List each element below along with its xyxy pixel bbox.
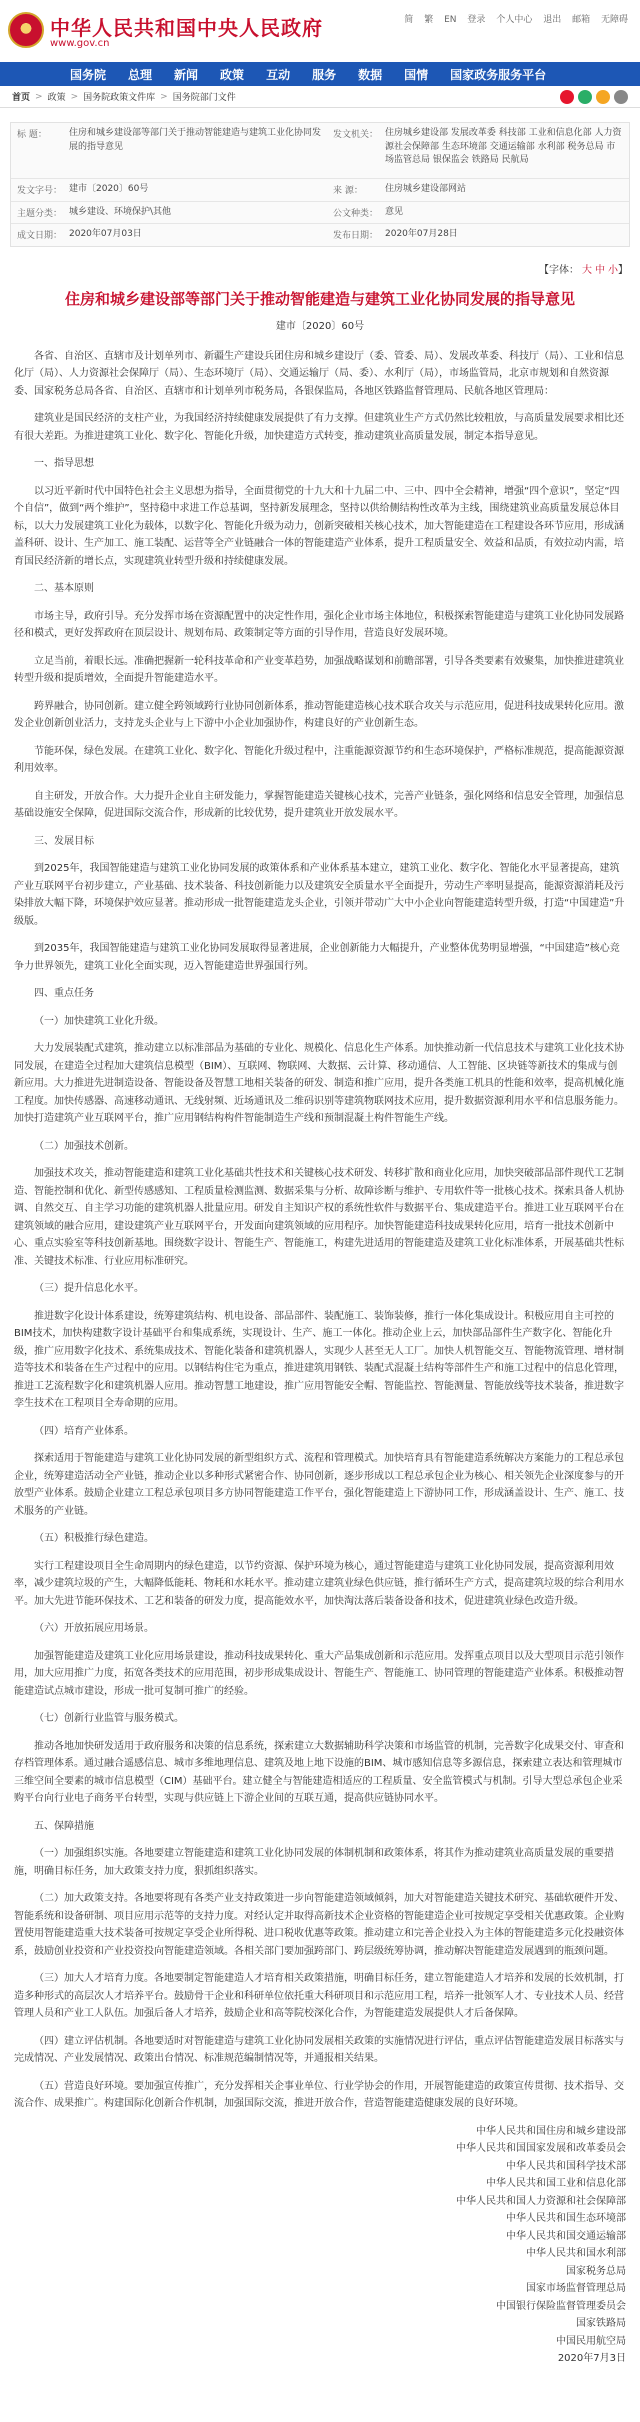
body-paragraph: 节能环保，绿色发展。在建筑工业化、数字化、智能化升级过程中，注重能源资源节约和生态环境保护，严格标准规范，提高能源资源利用效率。 <box>14 745 624 774</box>
body-paragraph: 各省、自治区、直辖市及计划单列市、新疆生产建设兵团住房和城乡建设厅（委、管委、局）、发展改革委、科技厅（局）、工业和信息化厅（局）、人力资源社会保障厅（局）、生态环境厅（局）、交通运输厅（局、委）、水利厅（局），市场监管局，北京市规划和自然资源委、国家税务总局各省、自治区、直辖市和计划单列市税务局，各银保监局，各地区铁路监督管理局、民航各地区管理局： <box>14 350 624 397</box>
site-title[interactable]: 中华人民共和国中央人民政府 <box>50 16 323 40</box>
header-link[interactable]: 个人中心 <box>496 15 533 25</box>
header-link[interactable]: 简 <box>404 15 414 25</box>
font-size-small[interactable]: 小 <box>608 264 618 276</box>
nav-item-national-conditions[interactable]: 国情 <box>404 67 429 82</box>
font-size-mid[interactable]: 中 <box>595 264 605 276</box>
signature-block <box>0 2123 640 2368</box>
info-row <box>11 224 629 246</box>
document-body <box>0 332 640 2113</box>
info-issuer-value: 住房城乡建设部 发展改革委 科技部 工业和信息化部 人力资源社会保障部 生态环境部 交通运输部 水利部 税务总局 市场监管总局 银保监会 铁路局 民航局 <box>385 128 622 165</box>
breadcrumb-separator: > <box>70 91 79 102</box>
signature-agency: 中华人民共和国国家发展和改革委员会 <box>456 2143 626 2154</box>
info-label: 成文日期： <box>17 231 63 241</box>
header-link[interactable]: EN <box>444 15 457 25</box>
signature-agency: 中国民用航空局 <box>556 2335 626 2347</box>
info-source-value: 住房城乡建设部网站 <box>385 184 467 194</box>
subsection-heading: （一）加快建筑工业化升级。 <box>34 1015 164 1027</box>
signature-agency: 中国银行保险监督管理委员会 <box>496 2300 626 2312</box>
subsection-heading: （六）开放拓展应用场景。 <box>34 1623 154 1634</box>
info-label: 标 题： <box>17 130 47 140</box>
section-heading: 三、发展目标 <box>34 835 94 847</box>
body-paragraph: 建筑业是国民经济的支柱产业，为我国经济持续健康发展提供了有力支撑。但建筑业生产方式仍然比较粗放，与高质量发展要求相比还有很大差距。为推进建筑工业化、数字化、智能化升级，加快建造方式转变，推动建筑业高质量发展，制定本指导意见。 <box>14 413 624 442</box>
info-label: 来 源： <box>333 186 363 196</box>
nav-item-data[interactable]: 数据 <box>358 67 383 82</box>
info-doc-type-value: 意见 <box>385 206 404 217</box>
info-label: 公文种类： <box>333 208 379 219</box>
header-link[interactable]: 退出 <box>543 15 562 25</box>
signature-agency: 中华人民共和国人力资源和社会保障部 <box>456 2195 626 2207</box>
document-title: 住房和城乡建设部等部门关于推动智能建造与建筑工业化协同发展的指导意见 <box>64 289 575 308</box>
nav-item-service[interactable]: 服务 <box>312 67 337 82</box>
font-size-switcher <box>12 261 628 276</box>
breadcrumb-separator: > <box>160 91 168 102</box>
info-row <box>11 202 629 225</box>
header-links <box>396 12 628 25</box>
nav-item-policy[interactable]: 政策 <box>220 67 245 82</box>
info-label: 发文机关： <box>333 130 379 140</box>
signature-agency: 国家铁路局 <box>576 2318 626 2329</box>
main-nav <box>0 62 640 86</box>
body-paragraph: 推动各地加快研发适用于政府服务和决策的信息系统，探索建立大数据辅助科学决策和市场监管的机制，完善数字化成果交付、审查和存档管理体系。通过融合遥感信息、城市多维地理信息、建筑及地上地下设施的BIM、城市感知信息等多源信息，探索建立表达和管理城市三维空间全要素的城市信息模型（CIM）基础平台。建立健全与智能建造相适应的工程质量、安全监管模式与机制。引导大型总承包企业采购平台向行业电子商务平台转型，实现与供应链上下游企业间的互联互通，提高供应链协同水平。 <box>14 1740 624 1804</box>
font-size-label: 【字体： <box>539 264 579 276</box>
signature-agency: 中华人民共和国水利部 <box>526 2248 626 2259</box>
signature-agency: 中华人民共和国生态环境部 <box>506 2213 626 2224</box>
info-doc-number-value: 建市〔2020〕60号 <box>69 184 149 194</box>
body-paragraph: 到2035年，我国智能建造与建筑工业化协同发展取得显著进展，企业创新能力大幅提升，产业整体优势明显增强，“中国建造”核心竞争力世界领先，建筑工业化全面实现，迈入智能建造世界强国行列。 <box>14 943 620 972</box>
info-pub-date-value: 2020年07月28日 <box>385 229 458 239</box>
body-paragraph: （二）加大政策支持。各地要将现有各类产业支持政策进一步向智能建造领域倾斜，加大对智能建造关键技术研究、基础软硬件开发、智能系统和设备研制、项目应用示范等的支持力度。对经认定并取得高新技术企业资格的智能建造企业可按规定享受相关优惠政策。企业购置使用智能建造重大技术装备可按规定享受企业所得税、进口税收优惠等政策。推动建立和完善企业投入为主体的智能建造多元化投融资体系，鼓励创业投资和产业投资投向智能建造领域。各相关部门要加强跨部门、跨层级统筹协调，推动解决智能建造发展遇到的瓶颈问题。 <box>14 1893 624 1957</box>
breadcrumb-dept-docs[interactable]: 国务院部门文件 <box>172 93 236 103</box>
nav-item-interaction[interactable]: 互动 <box>266 67 291 82</box>
subsection-heading: （三）提升信息化水平。 <box>34 1283 144 1294</box>
body-paragraph: （三）加大人才培育力度。各地要制定智能建造人才培育相关政策措施，明确目标任务，建立智能建造人才培养和发展的长效机制，打造多种形式的高层次人才培养平台。鼓励骨干企业和科研单位依托重大科研项目和示范应用工程，培养一批领军人才、专业技术人员、经营管理人员和产业工人队伍。加强后备人才培养，鼓励企业和高等院校深化合作，为智能建造发展提供人才后备保障。 <box>14 1973 624 2019</box>
body-paragraph: 探索适用于智能建造与建筑工业化协同发展的新型组织方式、流程和管理模式。加快培育具有智能建造系统解决方案能力的工程总承包企业，统筹建造活动全产业链，推动企业以多种形式紧密合作、协同创新，逐步形成以工程总承包企业为核心、相关领先企业深度参与的开放型产业体系。鼓励企业建立工程总承包项目多方协同智能建造工作平台，强化智能建造上下游协同工作，形成涵盖设计、生产、施工、技术服务的产业链。 <box>14 1453 624 1517</box>
wechat-icon[interactable] <box>578 90 592 104</box>
body-paragraph: 到2025年，我国智能建造与建筑工业化协同发展的政策体系和产业体系基本建立，建筑工业化、数字化、智能化水平显著提高，建筑产业互联网平台初步建立，产业基础、技术装备、科技创新能力以及建筑安全质量水平全面提升，劳动生产率明显提高，能源资源消耗及污染排放大幅下降，环境保护效应显著。推动形成一批智能建造龙头企业，引领并带动广大中小企业向智能建造转型升级，打造“中国建造”升级版。 <box>14 863 625 927</box>
body-paragraph: （五）营造良好环境。要加强宣传推广，充分发挥相关企事业单位、行业学协会的作用，开展智能建造的政策宣传贯彻、技术指导、交流合作、成果推广。构建国际化创新合作机制，加强国际交流，推进开放合作，营造智能建造健康发展的良好环境。 <box>14 2080 624 2109</box>
qzone-icon[interactable] <box>596 90 610 104</box>
weibo-icon[interactable] <box>560 90 574 104</box>
info-label: 主题分类： <box>17 208 63 219</box>
section-heading: 五、保障措施 <box>34 1820 94 1832</box>
breadcrumb-policy[interactable]: 政策 <box>47 93 66 103</box>
breadcrumb-separator: > <box>35 91 43 102</box>
subsection-heading: （二）加强技术创新。 <box>34 1140 134 1152</box>
breadcrumb-library[interactable]: 国务院政策文件库 <box>83 93 156 103</box>
body-paragraph: 跨界融合，协同创新。建立健全跨领域跨行业协同创新体系，推动智能建造核心技术联合攻关与示范应用，促进科技成果转化应用。激发企业创新创业活力，支持龙头企业与上下游中小企业加强协作，构建良好的产业创新生态。 <box>14 700 624 729</box>
signature-agency: 中华人民共和国交通运输部 <box>506 2230 626 2242</box>
document-info-table <box>10 122 630 247</box>
font-size-big[interactable]: 大 <box>582 264 592 276</box>
signature-date: 2020年7月3日 <box>557 2353 626 2364</box>
section-heading: 二、基本原则 <box>34 583 94 594</box>
info-label: 发文字号： <box>17 186 63 196</box>
body-paragraph: （四）建立评估机制。各地要适时对智能建造与建筑工业化协同发展相关政策的实施情况进行评估，重点评估智能建造发展目标落实与完成情况、产业发展情况、政策出台情况、标准规范编制情况等，并通报相关结果。 <box>14 2035 624 2064</box>
nav-item-news[interactable]: 新闻 <box>174 67 199 82</box>
nav-item-premier[interactable]: 总理 <box>128 67 153 82</box>
body-paragraph: 加强智能建造及建筑工业化应用场景建设，推动科技成果转化、重大产品集成创新和示范应用。发挥重点项目以及大型项目示范引领作用，加大应用推广力度，拓宽各类技术的应用范围，初步形成集成设计、智能生产、智能施工、协同管理的智能建造产业体系。积极推动智能建造试点城市建设，形成一批可复制可推广的经验。 <box>14 1650 624 1697</box>
section-heading: 四、重点任务 <box>34 988 94 999</box>
header-link[interactable]: 无障碍 <box>600 15 628 25</box>
header-link[interactable]: 邮箱 <box>572 15 591 25</box>
body-paragraph: 加强技术攻关，推动智能建造和建筑工业化基础共性技术和关键核心技术研发、转移扩散和商业化应用，加快突破部品部件现代工艺制造、智能控制和优化、新型传感感知、工程质量检测监测、数据采集与分析、故障诊断与维护、专用软件等一批核心技术。探索具备人机协调、自然交互、自主学习功能的建筑机器人批量应用。研发自主知识产权的系统性软件与数据平台、集成建造平台。推进工业互联网平台在建筑领域的融合应用，建设建筑产业互联网平台，开发面向建筑领域的应用程序。加快智能建造科技成果转化应用，培育一批技术创新中心、重点实验室等科技创新基地。围绕数字设计、智能生产、智能施工，构建先进适用的智能建造及建筑工业化标准体系，开展基础共性标准、关键技术标准、行业应用标准研究。 <box>14 1168 624 1267</box>
body-paragraph: 实行工程建设项目全生命周期内的绿色建造，以节约资源、保护环境为核心，通过智能建造与建筑工业化协同发展，提高资源利用效率，减少建筑垃圾的产生，大幅降低能耗、物耗和水耗水平。推动建立建筑业绿色供应链，推行循环生产方式，提高建筑垃圾的综合利用水平。加大先进节能环保技术、工艺和装备的研发力度，提高能效水平，加快淘汰落后装备设备和技术，促进建筑业绿色改造升级。 <box>14 1560 624 1607</box>
body-paragraph: 立足当前，着眼长远。准确把握新一轮科技革命和产业变革趋势，加强战略谋划和前瞻部署，引导各类要素有效聚集，加快推进建筑业转型升级和提质增效，全面提升智能建造水平。 <box>14 655 624 684</box>
font-size-end: 】 <box>618 264 628 276</box>
body-paragraph: （一）加强组织实施。各地要建立智能建造和建筑工业化协同发展的体制机制和政策体系，将其作为推动建筑业高质量发展的重要措施，明确目标任务，加大政策支持力度，狠抓组织落实。 <box>14 1848 614 1877</box>
page-bottom <box>0 2368 640 2378</box>
header-link[interactable]: 繁 <box>424 15 434 25</box>
section-heading: 一、指导思想 <box>34 458 94 469</box>
signature-agency: 国家税务总局 <box>566 2265 626 2277</box>
body-paragraph: 自主研发，开放合作。大力提升企业自主研发能力，掌握智能建造关键核心技术，完善产业链条，强化网络和信息安全管理，加强信息基础设施安全保障，促进国际交流合作，形成新的比较优势，提升建筑业开放发展水平。 <box>14 790 624 819</box>
share-bar <box>560 90 628 104</box>
nav-item-service-platform[interactable]: 国家政务服务平台 <box>450 67 547 82</box>
site-header <box>0 0 640 62</box>
breadcrumb <box>0 86 640 108</box>
subsection-heading: （四）培育产业体系。 <box>34 1425 134 1437</box>
subsection-heading: （七）创新行业监管与服务模式。 <box>34 1713 184 1724</box>
signature-agency: 中华人民共和国住房和城乡建设部 <box>476 2125 626 2137</box>
info-topic-value: 城乡建设、环境保护\其他 <box>69 206 172 217</box>
body-paragraph: 以习近平新时代中国特色社会主义思想为指导，全面贯彻党的十九大和十九届二中、三中、四中全会精神，增强“四个意识”，坚定“四个自信”，做到“两个维护”，坚持稳中求进工作总基调，坚持新发展理念，坚持以供给侧结构性改革为主线，围绕建筑业高质量发展总体目标，以大力发展建筑工业化为载体，以数字化、智能化升级为动力，创新突破相关核心技术，加大智能建造在工程建设各环节应用，形成涵盖科研、设计、生产加工、施工装配、运营等全产业链融合一体的智能建造产业体系，提升工程质量安全、效益和品质，有效拉动内需，培育国民经济新的增长点，实现建筑业转型升级和持续健康发展。 <box>14 485 624 567</box>
nav-item-state-council[interactable]: 国务院 <box>70 67 107 82</box>
body-paragraph: 大力发展装配式建筑，推动建立以标准部品为基础的专业化、规模化、信息化生产体系。加快推动新一代信息技术与建筑工业化技术协同发展，在建造全过程加大建筑信息模型（BIM）、互联网、物联网、大数据、云计算、移动通信、人工智能、区块链等新技术的集成与创新应用。大力推进先进制造设备、智能设备及智慧工地相关装备的研发、制造和推广应用，提升各类施工机具的性能和效率，提高机械化施工程度。加快传感器、高速移动通讯、无线射频、近场通讯及二维码识别等建筑物联网技术应用，提升数据资源利用水平和信息服务能力。加快打造建筑产业互联网平台，推广应用钢结构构件智能制造生产线和预制混凝土构件智能生产线。 <box>14 1043 624 1124</box>
body-paragraph: 推进数字化设计体系建设，统筹建筑结构、机电设备、部品部件、装配施工、装饰装修，推行一体化集成设计。积极应用自主可控的BIM技术，加快构建数字设计基础平台和集成系统，实现设计、生产、施工一体化。推动企业上云，加快部品部件生产数字化、智能化升级，推广应用数字化技术、系统集成技术、智能化装备和建筑机器人，实现少人甚至无人工厂。加快人机智能交互、智能物流管理、增材制造等技术和装备在生产过程中的应用。以钢结构住宅为重点，推进建筑用钢铁、装配式混凝土结构等部件生产和施工过程中的信息化管理，推进工艺流程数字化和建筑机器人应用。推动智慧工地建设，推广应用智能安全帽、智能监控、智能测量、智能放线等技术装备，推进数字孪生技术在工程项目全寿命期的应用。 <box>14 1310 624 1409</box>
signature-agency: 国家市场监督管理总局 <box>526 2283 626 2294</box>
info-title-value: 住房和城乡建设部等部门关于推动智能建造与建筑工业化协同发展的指导意见 <box>69 128 322 152</box>
subsection-heading: （五）积极推行绿色建造。 <box>34 1533 154 1544</box>
header-link[interactable]: 登录 <box>467 15 486 25</box>
national-emblem-icon[interactable] <box>8 12 44 48</box>
document-number: 建市〔2020〕60号 <box>275 320 365 332</box>
breadcrumb-home[interactable]: 首页 <box>12 93 31 103</box>
info-row <box>11 179 629 202</box>
info-row <box>11 123 629 179</box>
signature-agency: 中华人民共和国科学技术部 <box>506 2160 626 2172</box>
body-paragraph: 市场主导，政府引导。充分发挥市场在资源配置中的决定性作用，强化企业市场主体地位，积极探索智能建造与建筑工业化协同发展路径和模式，更好发挥政府在顶层设计、规划布局、政策制定等方面的引导作用，营造良好发展环境。 <box>14 610 624 639</box>
site-url: www.gov.cn <box>50 38 110 49</box>
info-label: 发布日期： <box>333 231 379 241</box>
print-icon[interactable] <box>614 90 628 104</box>
info-date-value: 2020年07月03日 <box>69 229 142 239</box>
signature-agency: 中华人民共和国工业和信息化部 <box>486 2178 626 2189</box>
